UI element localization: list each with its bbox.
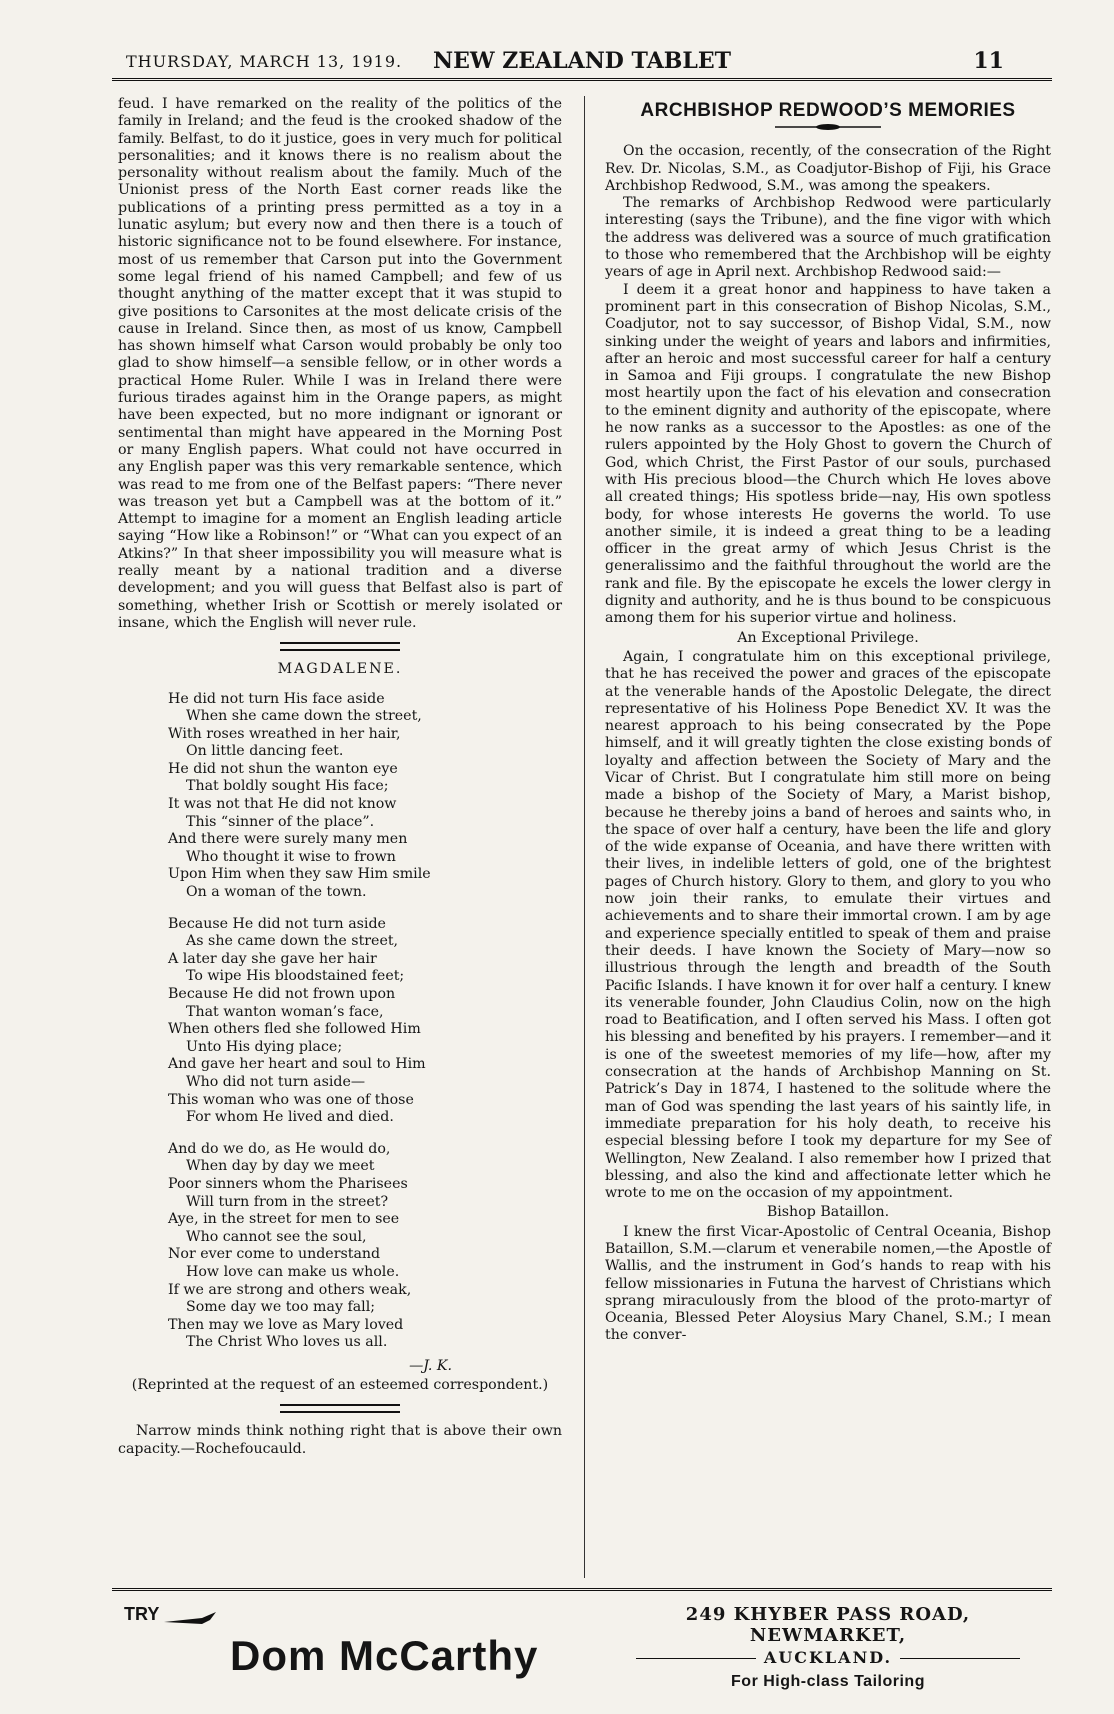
poem-line: When she came down the street, xyxy=(186,708,422,725)
section-divider xyxy=(280,1404,400,1413)
poem-line: Unto His dying place; xyxy=(186,1038,343,1055)
article-paragraph: I deem it a great honor and happiness to have taken a prominent part in this consecration of Bishop Nicolas, S.M., Coadjutor, not to say successor, of Bishop Vidal, S.M., now sinking under the weight of years and labors and infirmities, after an heroic and most successful career for half a century in Samoa and Fiji groups. I congratulate the new Bishop most heartily upon the fact of his elevation and consecration to the eminent dignity and authority of the episcopate, where he now ranks as a successor to the Apostles: as one of the rulers appointed by the Holy Ghost to govern the Church of God, which Christ, the First Pastor of our souls, purchased with His precious blood—the Church which He loves above all created things; His spotless bride—nay, His own spotless body, for whose interests He governs the world. To use another simile, it is indeed a great thing to be a leading officer in the great army of which Jesus Christ is the generalissimo and the faithful throughout the world are the rank and file. By the episcopate he excels the lower clergy in dignity and authority, and he is thus bound to be conspicuous among them for his superior virtue and holiness. xyxy=(605,281,1051,627)
poem-line: Some day we too may fall; xyxy=(186,1299,376,1316)
poem-line: Who cannot see the soul, xyxy=(186,1228,367,1245)
column-rule xyxy=(584,96,585,1578)
ad-business-name: Dom McCarthy xyxy=(230,1632,539,1679)
poem-signature: —J. K. xyxy=(409,1357,452,1374)
poem-line: The Christ Who loves us all. xyxy=(186,1334,388,1351)
poem-line: When others fled she followed Him xyxy=(168,1021,421,1038)
ad-tagline: For High-class Tailoring xyxy=(731,1673,925,1690)
poem-line: On a woman of the town. xyxy=(186,884,367,901)
section-divider xyxy=(280,642,400,651)
poem-line: Aye, in the street for men to see xyxy=(168,1211,400,1228)
left-column xyxy=(118,96,562,1458)
right-column xyxy=(605,96,1051,1345)
ad-rule-right xyxy=(900,1658,1020,1659)
poem-stanza xyxy=(168,691,562,902)
poem-line: Who thought it wise to frown xyxy=(186,848,396,865)
ad-rule-left xyxy=(636,1658,756,1659)
ad-city xyxy=(605,1648,1051,1667)
poem-line: Upon Him when they saw Him smile xyxy=(168,866,431,883)
title-ornament-icon xyxy=(773,123,883,131)
poem-line: As she came down the street, xyxy=(186,933,399,950)
poem-line: Because He did not turn aside xyxy=(168,915,386,932)
page-number: 11 xyxy=(973,48,1004,74)
ad-address: 249 KHYBER PASS ROAD, NEWMARKET, xyxy=(685,1604,971,1646)
poem-line: And do we do, as He would do, xyxy=(168,1140,391,1157)
article-paragraph: I knew the first Vicar-Apostolic of Central Oceania, Bishop Bataillon, S.M.—clarum et venerabile nomen,—the Apostle of Wallis, and the instrument in God’s hands to reap with his fellow missionaries in Futuna the harvest of Christians which sprang miraculously from the blood of the proto-martyr of Oceania, Blessed Peter Aloysius Mary Chanel, S.M.; I mean the conver- xyxy=(605,1223,1051,1344)
footer-rule xyxy=(112,1588,1052,1595)
tailoring-advertisement xyxy=(605,1604,1051,1700)
poem-line: To wipe His bloodstained feet; xyxy=(186,968,405,985)
poem-line: That wanton woman’s face, xyxy=(186,1003,384,1020)
article-title: ARCHBISHOP REDWOOD’S MEMORIES xyxy=(640,100,1016,121)
article-paragraph: The remarks of Archbishop Redwood were particularly interesting (says the Tribune), and the fine vigor with which the address was delivered was a source of much gratification to those who remembered that the Archbishop will be eighty years of age in April next. Archbishop Redwood said:— xyxy=(605,195,1051,281)
poem-line: Then may we love as Mary loved xyxy=(168,1316,404,1333)
poem-title: MAGDALENE. xyxy=(277,661,403,678)
pointing-hand-icon xyxy=(162,1608,220,1626)
poem-line: On little dancing feet. xyxy=(186,743,344,760)
issue-date: THURSDAY, MARCH 13, 1919. xyxy=(126,52,403,71)
ad-try-label: TRY xyxy=(124,1604,160,1624)
poem-line: With roses wreathed in her hair, xyxy=(168,725,401,742)
article-paragraph: Again, I congratulate him on this exceptional privilege, that he has received the power and graces of the episcopate at the venerable hands of the Apostolic Delegate, the direct representative of his Holiness Pope Benedict XV. It was the nearest approach to his being consecrated by the Pope himself, and it will greatly tighten the close existing bonds of loyalty and affection between the Society of Mary and the Vicar of Christ. But I congratulate him still more on being made a bishop of the Society of Mary, a Marist bishop, because he thereby joins a band of heroes and saints who, in the space of over half a century, have been the life and glory of the wide expanse of Oceania, and have there written with their lives, in indelible letters of gold, one of the brightest pages of Church history. Glory to them, and glory to you who now join their ranks, to emulate their virtues and achievements and to share their immortal crown. I am by age and experience specially entitled to speak of them and praise their deeds. I have known the Society of Mary—now so illustrious through the length and breadth of the South Pacific Islands. I have known it for over half a century. I knew its venerable founder, John Claudius Colin, now on the high road to Beatification, and I often served his Mass. I often got his blessing and benefited by his prayers. I remember—and it is one of the sweetest memories of my life—how, after my consecration at the hands of Archbishop Manning on St. Patrick’s Day in 1874, I hastened to the solitude where the man of God was spending the last years of his saintly life, in immediate preparation for his holy death, to receive his especial blessing before I took my departure for my See of Wellington, New Zealand. I also remember how I prized that blessing, and also the kind and affectionate letter which he wrote to me on the occasion of my appointment. xyxy=(605,648,1051,1202)
poem-line: It was not that He did not know xyxy=(168,796,397,813)
poem-stanza xyxy=(168,1141,562,1352)
poem-line: He did not turn His face aside xyxy=(168,690,385,707)
article-subhead: Bishop Bataillon. xyxy=(766,1204,890,1221)
poem-line: This “sinner of the place”. xyxy=(186,813,375,830)
poem-line: For whom He lived and died. xyxy=(186,1109,394,1126)
poem-line: Who did not turn aside— xyxy=(186,1073,366,1090)
belfast-article-paragraph: feud. I have remarked on the reality of the politics of the family in Ireland; and the feud is the crooked shadow of the family. Belfast, to do it justice, goes in very much for political personalities; and it knows there is no realism about the personality without realism about the family. Much of the Unionist press of the North East corner reads like the publications of a printing press permitted as a toy in a lunatic asylum; but every now and then there is a touch of historic significance not to be found elsewhere. For instance, most of us remember that Carson put into the Government some legal friend of his named Campbell; and few of us thought anything of the matter except that it was stupid to give positions to Carsonites at the most delicate crisis of the cause in Ireland. Since then, as most of us know, Campbell has shown himself what Carson would probably be only too glad to show himself—a sensible fellow, or in other words a practical Home Ruler. While I was in Ireland there were furious tirades against him in the Orange papers, as might have been expected, but no more indignant or ignorant or sentimental than might have appeared in the Morning Post or many English papers. What could not have occurred in any English paper was this very remarkable sentence, which was read to me from one of the Belfast papers: “There never was treason yet but a Campbell was at the bottom of it.” Attempt to imagine for a moment an English leading article saying “How like a Robinson!” or “What can you expect of an Atkins?” In that sheer impossibility you will measure what is really meant by a national tradition and a diverse development; and you will guess that Belfast also is part of something, whether Irish or Scottish or merely isolated or insane, which the English will never rule. xyxy=(118,96,562,631)
mccarthy-advertisement xyxy=(118,1604,558,1700)
poem-line: He did not shun the wanton eye xyxy=(168,760,398,777)
ad-city-label: AUCKLAND. xyxy=(763,1648,893,1667)
poem-line: How love can make us whole. xyxy=(186,1263,400,1280)
poem-line: And gave her heart and soul to Him xyxy=(168,1056,426,1073)
poem-line: Nor ever come to understand xyxy=(168,1246,381,1263)
article-subhead: An Exceptional Privilege. xyxy=(737,629,919,646)
poem-line: Because He did not frown upon xyxy=(168,986,396,1002)
poem-line: And there were surely many men xyxy=(168,831,408,848)
poem-stanza xyxy=(168,916,562,1127)
masthead xyxy=(112,44,1052,81)
poem-line: If we are strong and others weak, xyxy=(168,1281,412,1298)
article-paragraph: On the occasion, recently, of the consecration of the Right Rev. Dr. Nicolas, S.M., as Coadjutor-Bishop of Fiji, his Grace Archbishop Redwood, S.M., was among the speakers. xyxy=(605,143,1051,194)
newspaper-title: NEW ZEALAND TABLET xyxy=(433,48,731,74)
poem-line: Will turn from in the street? xyxy=(186,1193,389,1210)
poem-line: A later day she gave her hair xyxy=(168,950,377,967)
reprint-note: (Reprinted at the request of an esteemed correspondent.) xyxy=(131,1377,549,1394)
poem-line: Poor sinners whom the Pharisees xyxy=(168,1175,408,1192)
poem-line: This woman who was one of those xyxy=(168,1091,414,1108)
poem-line: That boldly sought His face; xyxy=(186,778,389,795)
poem-line: When day by day we meet xyxy=(186,1158,375,1175)
rochefoucauld-quote: Narrow minds think nothing right that is above their own capacity.—Rochefoucauld. xyxy=(118,1423,562,1457)
